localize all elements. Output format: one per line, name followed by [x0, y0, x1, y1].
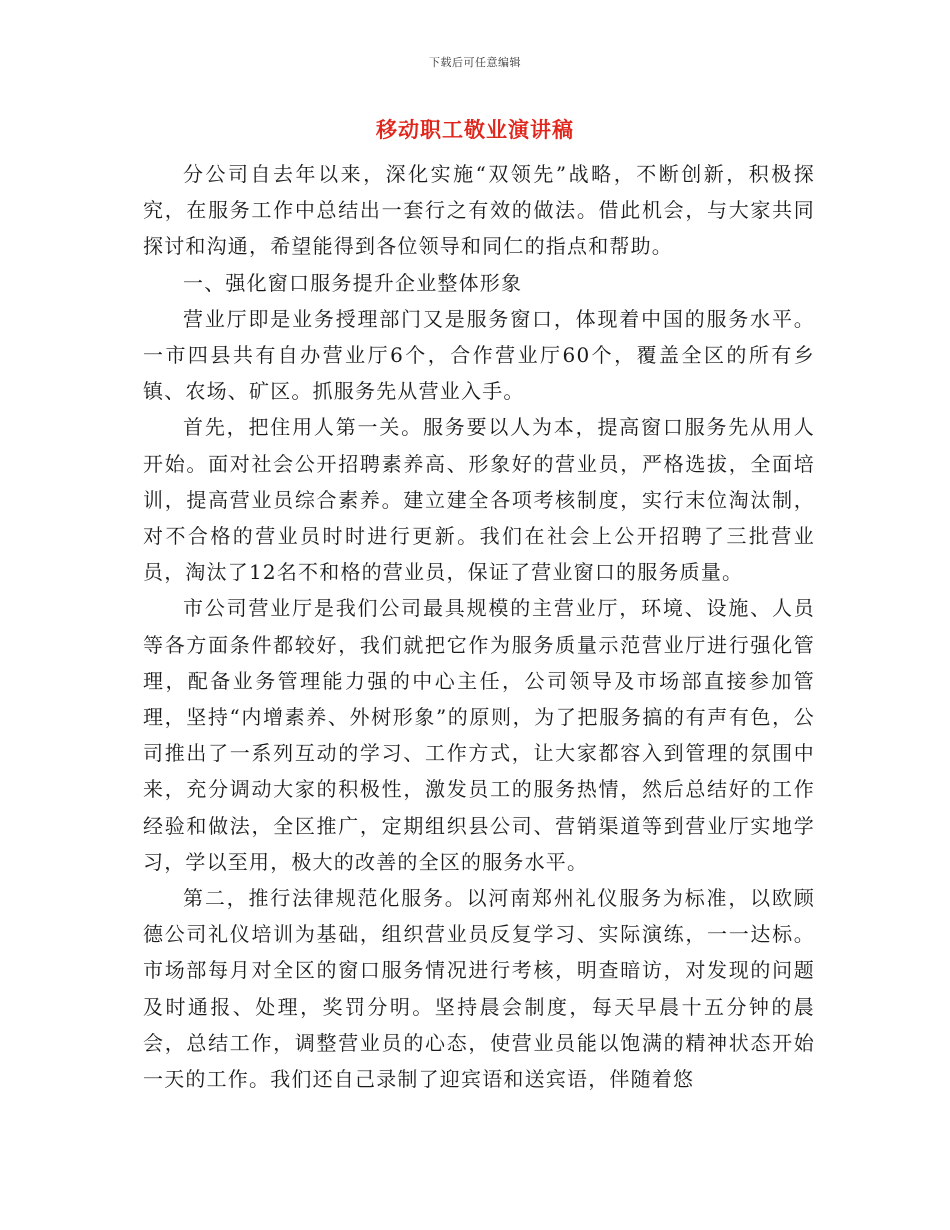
paragraph-second: 第二，推行法律规范化服务。以河南郑州礼仪服务为标准，以欧顾德公司礼仪培训为基础，组织营业员反复学习、实际演练，一一达标。市场部每月对全区的窗口服务情况进行考核，明查暗访，对发现的问题及时通报、处理，奖罚分明。坚持晨会制度，每天早晨十五分钟的晨会，总结工作，调整营业员的心态，使营业员能以饱满的精神状态开始一天的工作。我们还自己录制了迎宾语和送宾语，伴随着悠: [143, 886, 815, 1092]
paragraph-intro: 分公司自去年以来，深化实施“双领先”战略，不断创新，积极探究，在服务工作中总结出一套行之有效的做法。借此机会，与大家共同探讨和沟通，希望能得到各位领导和同仁的指点和帮助。: [143, 162, 815, 259]
document-body: [143, 156, 815, 1097]
paragraph-first: 首先，把住用人第一关。服务要以人为本，提高窗口服务先从用人开始。面对社会公开招聘素养高、形象好的营业员，严格选拔，全面培训，提高营业员综合素养。建立建全各项考核制度，实行末位淘汰制，对不合格的营业员时时进行更新。我们在社会上公开招聘了三批营业员，淘汰了12名不和格的营业员，保证了营业窗口的服务质量。: [143, 415, 815, 585]
section-heading: 一、强化窗口服务提升企业整体形象: [183, 270, 523, 295]
paragraph-city-hall: 市公司营业厅是我们公司最具规模的主营业厅，环境、设施、人员等各方面条件都较好，我们就把它作为服务质量示范营业厅进行强化管理，配备业务管理能力强的中心主任，公司领导及市场部直接参加管理，坚持“内增素养、外树形象”的原则，为了把服务搞的有声有色，公司推出了一系列互动的学习、工作方式，让大家都容入到管理的氛围中来，充分调动大家的积极性，激发员工的服务热情，然后总结好的工作经验和做法，全区推广，定期组织县公司、营销渠道等到营业厅实地学习，学以至用，极大的改善的全区的服务水平。: [143, 596, 815, 874]
header-note: 下载后可任意编辑: [429, 56, 521, 69]
document-title: 移动职工敬业演讲稿: [376, 118, 574, 142]
paragraph-business-hall: 营业厅即是业务授理部门又是服务窗口，体现着中国的服务水平。一市四县共有自办营业厅6个，合作营业厅60个，覆盖全区的所有乡镇、农场、矿区。抓服务先从营业入手。: [143, 306, 815, 404]
